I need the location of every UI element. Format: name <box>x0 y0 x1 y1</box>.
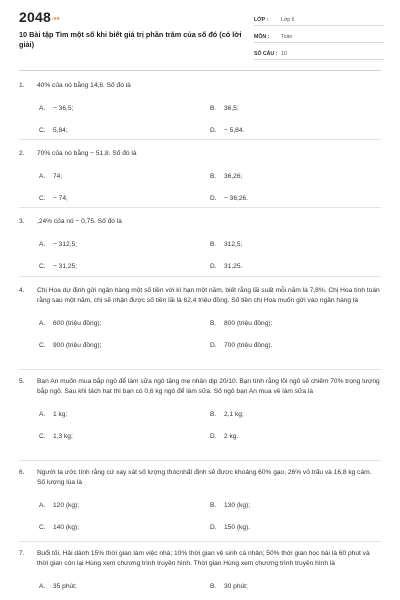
option-c[interactable]: C. − 31,25; <box>39 262 78 270</box>
question-text: Buổi tối, Hải dành 15% thời gian làm việc nhà; 10% thời gian vệ sinh cá nhân; 50% thời gian học bài là 60 phút và thời gian còn lại Hùng xem chương trình truyền hình. Thời gian Hùng xem chương trình truyền hình là <box>37 550 370 567</box>
option-b[interactable]: B. 130 (kg); <box>210 501 251 509</box>
question-5 <box>19 377 381 447</box>
meta-value: Toán <box>281 34 293 40</box>
question-divider <box>19 369 381 370</box>
option-c[interactable]: C. 900 (triệu đồng); <box>39 341 102 349</box>
question-2 <box>19 149 381 209</box>
option-a[interactable]: A. 35 phút; <box>39 582 77 590</box>
option-d[interactable]: D. 31,25. <box>210 262 243 270</box>
worksheet-header <box>0 0 400 62</box>
option-a[interactable]: A. 74; <box>39 172 63 180</box>
option-c[interactable]: C. 5,84; <box>39 126 68 134</box>
option-a[interactable]: A. − 312,5; <box>39 240 78 248</box>
meta-value: 10 <box>281 51 287 57</box>
meta-label: MÔN : <box>254 34 270 40</box>
option-b[interactable]: B. 2,1 kg; <box>210 410 244 418</box>
option-c[interactable]: C. 140 (kg); <box>39 523 80 531</box>
meta-label: LỚP : <box>254 17 269 23</box>
meta-row-count <box>254 47 384 60</box>
question-number: 6. <box>19 469 25 476</box>
question-number: 4. <box>19 287 25 294</box>
question-divider <box>19 207 381 208</box>
question-divider <box>19 460 381 461</box>
meta-label: SỐ CÂU : <box>254 51 278 57</box>
question-3 <box>19 217 381 277</box>
question-divider <box>19 541 381 542</box>
meta-value: Lớp 6 <box>281 17 295 23</box>
meta-row-subject <box>254 30 384 43</box>
question-divider <box>19 139 381 140</box>
option-b[interactable]: B. 36,26; <box>210 172 243 180</box>
option-a[interactable]: A. 1 kg; <box>39 410 68 418</box>
site-logo[interactable]: 2048.vn <box>19 9 60 25</box>
question-number: 2. <box>19 150 25 157</box>
option-b[interactable]: B. 312,5; <box>210 240 243 248</box>
question-text: ,24% của nó − 0,75. Số đó là <box>37 218 122 225</box>
option-c[interactable]: C. − 74; <box>39 194 68 202</box>
question-6 <box>19 468 381 538</box>
option-d[interactable]: D. 150 (kg). <box>210 523 251 531</box>
question-text: Người ta ước tính rằng cứ xay xát số lượng thócnhất định sẽ được khoảng 60% gạo, 26% vỏ trấu và 16,8 kg cám. Số lượng lúa là <box>37 469 372 486</box>
option-b[interactable]: B. 800 (triệu đồng); <box>210 319 273 327</box>
option-d[interactable]: D. 2 kg. <box>210 432 239 440</box>
question-text: 70% của nó bằng − 51,8. Số đó là <box>37 150 137 157</box>
option-a[interactable]: A. 120 (kg); <box>39 501 80 509</box>
option-d[interactable]: D. − 5,84. <box>210 126 245 134</box>
question-divider <box>19 276 381 277</box>
question-text: 40% của nó bằng 14,6. Số đó là <box>37 82 131 89</box>
option-a[interactable]: A. 600 (triệu đồng); <box>39 319 102 327</box>
header-divider <box>19 70 381 71</box>
question-number: 5. <box>19 378 25 385</box>
question-text: Chị Hoa dự định gửi ngân hàng một số tiền với kì hạn một năm, biết rằng lãi suất mỗi năm là 7,8%. Chị Hoa tính toán rằng sau một năm, chị sẽ nhận được số tiền lãi là 62,4 triệu đồng. Số tiền chị Hoa muốn gửi vào ngân hàng là <box>37 287 380 304</box>
option-a[interactable]: A. − 36,5; <box>39 104 74 112</box>
option-c[interactable]: C. 1,3 kg; <box>39 432 73 440</box>
option-d[interactable]: D. − 36,26. <box>210 194 249 202</box>
question-4 <box>19 286 381 356</box>
page-title: 10 Bài tập Tìm một số khi biết giá trị phần trăm của số đó (có lời giải) <box>19 30 242 49</box>
question-number: 1. <box>19 82 25 89</box>
option-b[interactable]: B. 36,5; <box>210 104 239 112</box>
question-number: 7. <box>19 550 25 557</box>
question-number: 3. <box>19 218 25 225</box>
question-7 <box>19 549 381 597</box>
question-1 <box>19 81 381 141</box>
meta-row-class <box>254 13 384 26</box>
question-text: Bạn An muốn mua bắp ngô để làm sữa ngô tặng mẹ nhân dịp 20/10. Bạn tính rằng lõi ngô sẽ chiếm 70% trọng lượng bắp ngô. Sau khi tách hạt thì bạn có 0,6 kg ngô để làm sữa. Số ngô bạn An mua về làm sữa là <box>37 378 380 395</box>
option-b[interactable]: B. 30 phút; <box>210 582 248 590</box>
meta-panel <box>254 13 384 64</box>
option-d[interactable]: D. 700 (triệu đồng). <box>210 341 273 349</box>
